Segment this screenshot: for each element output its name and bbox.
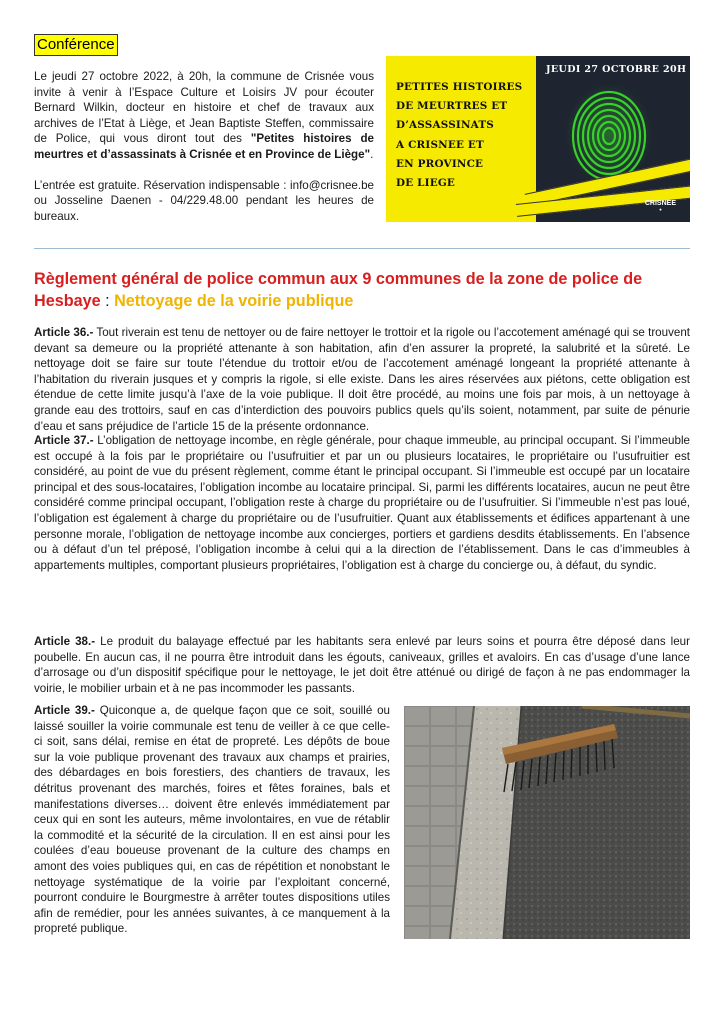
regulation-title: Règlement général de police commun aux 9 communes de la zone de police de Hesbaye [34,270,643,310]
poster-line: DE LIEGE [396,177,456,190]
broom-photo [404,706,690,939]
article-36 [34,325,690,434]
conference-heading: Conférence [34,34,118,56]
poster-title [396,78,536,193]
article-39 [34,703,390,937]
conference-paragraph-1 [34,69,374,163]
article-body: Quiconque a, de quelque façon que ce soit, souillé ou laissé souiller la voirie communale est tenu de veiller à ce que celle-ci soit, sans délai, remise en état de propreté. Les dépôts de boue sur la voie publique provenant des travaux aux champs et prairies, des débardages en bois forestiers, des chantiers de travaux, les détritus provenant des marchés, foires et fêtes foraines, bals et manifestations diverses… doivent être enlevés immédiatement par ceux qui en sont les auteurs, même involontaires, en vue de rétablir la commodité et la sécurité de la circulation. Il en est ainsi pour les coulées d’eau boueuse provenant de la culture des champs en amont des voies publiques qui, en cas de répétition et nonobstant le nettoyage systématique de la voirie par l’exploitant concerné, pourront conduire le Bourgmestre à arrêter toutes dispositions utiles afin de remédier, pour les années suivantes, à ce manquement à la propreté publique. [34,704,390,936]
article-label: Article 36.- [34,326,94,339]
poster-line: A CRISNEE ET [396,138,484,151]
conference-description [34,69,374,239]
poster-date: JEUDI 27 OCTOBRE 20H [546,64,687,75]
article-label: Article 37.- [34,434,94,447]
article-body: Le produit du balayage effectué par les habitants sera enlevé par leurs soins et pourra être déposé dans leur poubelle. En aucun cas, il ne pourra être introduit dans les égouts, caniveaux, grilles et avaloirs. En cas d’usage d’une lance d’arrosage ou d’un dispositif spécifique pour le nettoyage, le jet doit être atténué ou dirigé de façon à ne pas endommager la voirie, le mobilier urbain et à ne pas incommoder les passants. [34,635,690,695]
conference-poster [386,56,690,222]
article-37 [34,433,690,573]
conference-talk-title: "Petites histoires de meurtres et d’assassinats à Crisnée et en Province de Liège" [34,132,374,161]
article-label: Article 38.- [34,635,96,648]
poster-line: PETITES HISTOIRES [396,81,523,93]
conference-intro-end: . [370,147,374,161]
conference-paragraph-2: L’entrée est gratuite. Réservation indispensable : info@crisnee.be ou Josseline Daenen - 04/229.48.00 pendant les heures de bureaux. [34,178,374,223]
article-38 [34,634,690,696]
regulation-subtitle: Nettoyage de la voirie publique [114,292,354,310]
section-divider [34,248,690,249]
regulation-title-separator: : [100,292,115,310]
article-body: Tout riverain est tenu de nettoyer ou de faire nettoyer le trottoir et la rigole ou l’accotement aménagé qui se trouvent devant sa demeure ou la propriété attenante à son habitation, afin d’en assurer la propreté, la salubrité et la sûreté. Le nettoyage doit se faire sur toute l’étendue du trottoir et/ou de l’accotement aménagé longeant la propriété attenante à l’habitation du riverain jusques et y compris la rigole, si elle existe. Dans les aires réservées aux piétons, cette obligation est étendue de cette limite jusqu’à l’axe de la voie publique. Il doit être procédé, au moins une fois par mois, à un nettoyage à grande eau des trottoirs, sauf en cas d’interdiction des pouvoirs publics quels qu’ils soient, notamment, par suite de pénurie d’eau et sans préjudice de l’article 15 de la présente ordonnance. [34,326,690,433]
poster-line: DE MEURTRES ET [396,100,508,113]
article-label: Article 39.- [34,704,95,717]
regulation-heading [34,268,694,312]
crisnee-logo: CRISNEE ● [644,200,676,212]
conference-intro-text: Le jeudi 27 octobre 2022, à 20h, la commune de Crisnée vous invite à venir à l’Espace Culture et Loisirs JV pour écouter Bernard Wilkin, docteur en histoire et chef de travaux aux archives de l’Etat à Liège, et Jean Baptiste Steffen, commissaire de Police, qui vous diront tout des [34,70,374,146]
broom-on-pavement-image [404,706,690,939]
poster-line: EN PROVINCE [396,157,484,170]
article-body: L’obligation de nettoyage incombe, en règle générale, pour chaque immeuble, au principal occupant. Si l’immeuble est occupé à la fois par le propriétaire ou l’usufruitier et par un ou plusieurs locataires, le propriétaire ou l’usufruitier est considéré, au point de vue du présent règlement, comme étant le principal occupant. Si l’immeuble est occupé par un locataire principal et des sous-locataires, l’obligation incombe au locataire principal. Si, parmi les différents locataires, aucun ne peut être considéré comme principal occupant, l’obligation reste à charge du propriétaire ou de l’usufruitier. Si l’immeuble n’est pas loué, l’obligation est également à charge du propriétaire ou de l’usufruitier. Quant aux établissements et édifices appartenant à une personne morale, l’obligation de nettoyage incombe aux concierges, portiers et gardiens desdits établissements. En l’absence ou à défaut d’un tel préposé, l’obligation incombe à celui qui a la direction de l’établissement. Dans le cas d’immeubles à appartements multiples, comportant plusieurs propriétaires, l’obligation est à charge du concierge ou, à défaut, du syndic. [34,434,690,572]
poster-line: D’ASSASSINATS [396,119,494,132]
